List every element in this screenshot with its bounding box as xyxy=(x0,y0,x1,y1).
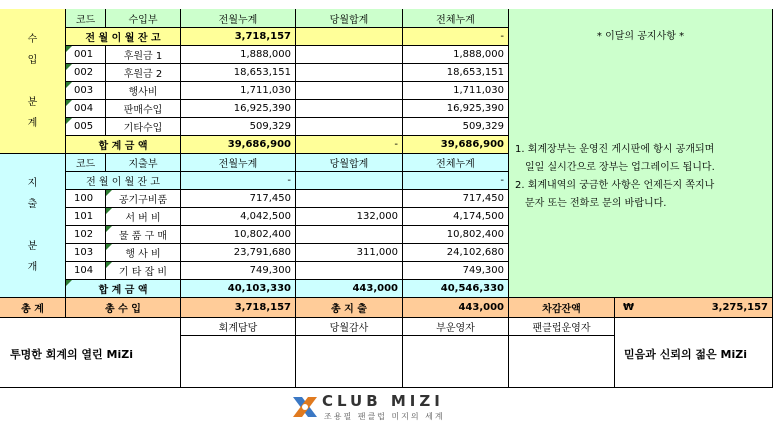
income-side-char: 계 xyxy=(27,117,38,129)
expense-balance-total: - xyxy=(403,172,509,190)
expense-header-code: 코드 xyxy=(66,154,106,172)
income-row-code: 003 xyxy=(66,82,106,100)
expense-sum-total: 40,546,330 xyxy=(403,280,509,298)
notice-list xyxy=(515,141,768,213)
signature-role: 팬클럽운영자 xyxy=(509,318,615,336)
expense-row-curr: 311,000 xyxy=(296,244,403,262)
expense-row-code: 100 xyxy=(66,190,106,208)
income-row-total: 1,711,030 xyxy=(403,82,509,100)
expense-balance-label: 전 월 이 월 잔 고 xyxy=(66,172,181,190)
expense-sum-prev: 40,103,330 xyxy=(181,280,296,298)
income-row-prev: 16,925,390 xyxy=(181,100,296,118)
logo-name: CLUB MIZI xyxy=(322,392,444,410)
income-row-code: 004 xyxy=(66,100,106,118)
income-sum-total: 39,686,900 xyxy=(403,136,509,154)
expense-sum-label: 합 계 금 액 xyxy=(66,280,181,298)
notice-line: 1. 회계장부는 운영진 게시판에 항시 공개되며 xyxy=(515,144,715,155)
expense-row-name: 행 사 비 xyxy=(106,244,181,262)
notice-line: 일일 실시간으로 장부는 업그레이드 됩니다. xyxy=(525,162,715,173)
expense-row-total: 717,450 xyxy=(403,190,509,208)
expense-row-name: 서 버 비 xyxy=(106,208,181,226)
income-row-name: 기타수입 xyxy=(106,118,181,136)
notice-panel xyxy=(509,9,773,298)
expense-row-prev: 717,450 xyxy=(181,190,296,208)
expense-header-prev: 전월누계 xyxy=(181,154,296,172)
income-header-prev: 전월누계 xyxy=(181,9,296,28)
expense-row-total: 10,802,400 xyxy=(403,226,509,244)
currency-symbol: ₩ xyxy=(623,302,635,313)
expense-side-char: 분 xyxy=(27,241,38,252)
expense-side-char: 개 xyxy=(27,262,38,273)
income-row-prev: 509,329 xyxy=(181,118,296,136)
expense-sum-curr: 443,000 xyxy=(296,280,403,298)
income-row-curr xyxy=(296,46,403,64)
income-header-total: 전체누계 xyxy=(403,9,509,28)
logo-icon xyxy=(290,393,320,421)
expense-row-curr xyxy=(296,262,403,280)
expense-row-curr xyxy=(296,190,403,208)
expense-row-code: 104 xyxy=(66,262,106,280)
income-balance-prev: 3,718,157 xyxy=(181,28,296,46)
income-row-total: 509,329 xyxy=(403,118,509,136)
signature-box[interactable] xyxy=(509,336,615,388)
income-balance-label: 전 월 이 월 잔 고 xyxy=(66,28,181,46)
expense-side-label xyxy=(0,154,66,298)
notice-line: 2. 회계내역의 궁금한 사항은 언제든지 쪽지나 xyxy=(515,180,715,191)
total-income-label: 총 수 입 xyxy=(66,298,181,318)
expense-row-total: 24,102,680 xyxy=(403,244,509,262)
income-sum-label: 합 계 금 액 xyxy=(66,136,181,154)
signature-box[interactable] xyxy=(296,336,403,388)
expense-side-char xyxy=(31,215,34,236)
notice-line: 문자 또는 전화로 문의 바랍니다. xyxy=(525,198,667,209)
expense-row-name: 공기구비품 xyxy=(106,190,181,208)
income-row-prev: 1,711,030 xyxy=(181,82,296,100)
total-expense-value: 443,000 xyxy=(403,298,509,318)
income-row-name: 행사비 xyxy=(106,82,181,100)
income-side-char: 입 xyxy=(27,54,38,66)
income-side-label xyxy=(0,9,66,154)
income-header-code: 코드 xyxy=(66,9,106,28)
income-row-curr xyxy=(296,64,403,82)
signature-box[interactable] xyxy=(403,336,509,388)
income-header-name: 수입부 xyxy=(106,9,181,28)
signature-right-text: 믿음과 신뢰의 젊은 MiZi xyxy=(624,348,747,361)
income-row-prev: 1,888,000 xyxy=(181,46,296,64)
balance-label: 차감잔액 xyxy=(509,298,615,318)
income-balance-curr xyxy=(296,28,403,46)
income-side-char: 수 xyxy=(27,33,38,45)
expense-balance-prev: - xyxy=(181,172,296,190)
income-balance-total: - xyxy=(403,28,509,46)
income-row-code: 001 xyxy=(66,46,106,64)
expense-row-total: 749,300 xyxy=(403,262,509,280)
income-row-curr xyxy=(296,82,403,100)
expense-row-prev: 10,802,400 xyxy=(181,226,296,244)
expense-row-code: 101 xyxy=(66,208,106,226)
expense-header-curr: 당월합계 xyxy=(296,154,403,172)
signature-box[interactable] xyxy=(181,336,296,388)
signature-role: 회계담당 xyxy=(181,318,296,336)
total-expense-label: 총 지 출 xyxy=(296,298,403,318)
logo-tagline: 조용필 팬클럽 미지의 세계 xyxy=(324,412,445,421)
income-sum-prev: 39,686,900 xyxy=(181,136,296,154)
income-row-prev: 18,653,151 xyxy=(181,64,296,82)
income-row-name: 후원금 1 xyxy=(106,46,181,64)
expense-row-name: 물 품 구 매 xyxy=(106,226,181,244)
expense-row-prev: 23,791,680 xyxy=(181,244,296,262)
income-row-name: 후원금 2 xyxy=(106,64,181,82)
signature-role: 부운영자 xyxy=(403,318,509,336)
expense-row-code: 103 xyxy=(66,244,106,262)
expense-side-char: 출 xyxy=(27,199,38,210)
income-side-char xyxy=(31,71,34,92)
expense-side-char: 지 xyxy=(27,178,38,189)
income-sum-curr: - xyxy=(296,136,403,154)
expense-row-name: 기 타 잡 비 xyxy=(106,262,181,280)
income-row-name: 판매수입 xyxy=(106,100,181,118)
income-header-curr: 당월합계 xyxy=(296,9,403,28)
expense-header-name: 지출부 xyxy=(106,154,181,172)
club-logo xyxy=(290,393,470,423)
expense-row-total: 4,174,500 xyxy=(403,208,509,226)
income-row-code: 005 xyxy=(66,118,106,136)
income-row-total: 18,653,151 xyxy=(403,64,509,82)
expense-row-curr xyxy=(296,226,403,244)
expense-row-code: 102 xyxy=(66,226,106,244)
income-row-code: 002 xyxy=(66,64,106,82)
signature-role: 당월감사 xyxy=(296,318,403,336)
expense-header-total: 전체누계 xyxy=(403,154,509,172)
income-side-char: 분 xyxy=(27,96,38,108)
income-row-total: 16,925,390 xyxy=(403,100,509,118)
expense-row-prev: 4,042,500 xyxy=(181,208,296,226)
balance-value-cell xyxy=(615,298,773,318)
balance-value: 3,275,157 xyxy=(711,302,768,313)
income-row-curr xyxy=(296,118,403,136)
notice-title: * 이달의 공지사항 * xyxy=(596,31,685,42)
signature-left-text: 투명한 회계의 열린 MiZi xyxy=(10,348,133,361)
expense-balance-curr xyxy=(296,172,403,190)
totals-label: 총 계 xyxy=(0,298,66,318)
expense-row-curr: 132,000 xyxy=(296,208,403,226)
expense-row-prev: 749,300 xyxy=(181,262,296,280)
income-row-curr xyxy=(296,100,403,118)
income-row-total: 1,888,000 xyxy=(403,46,509,64)
total-income-value: 3,718,157 xyxy=(181,298,296,318)
